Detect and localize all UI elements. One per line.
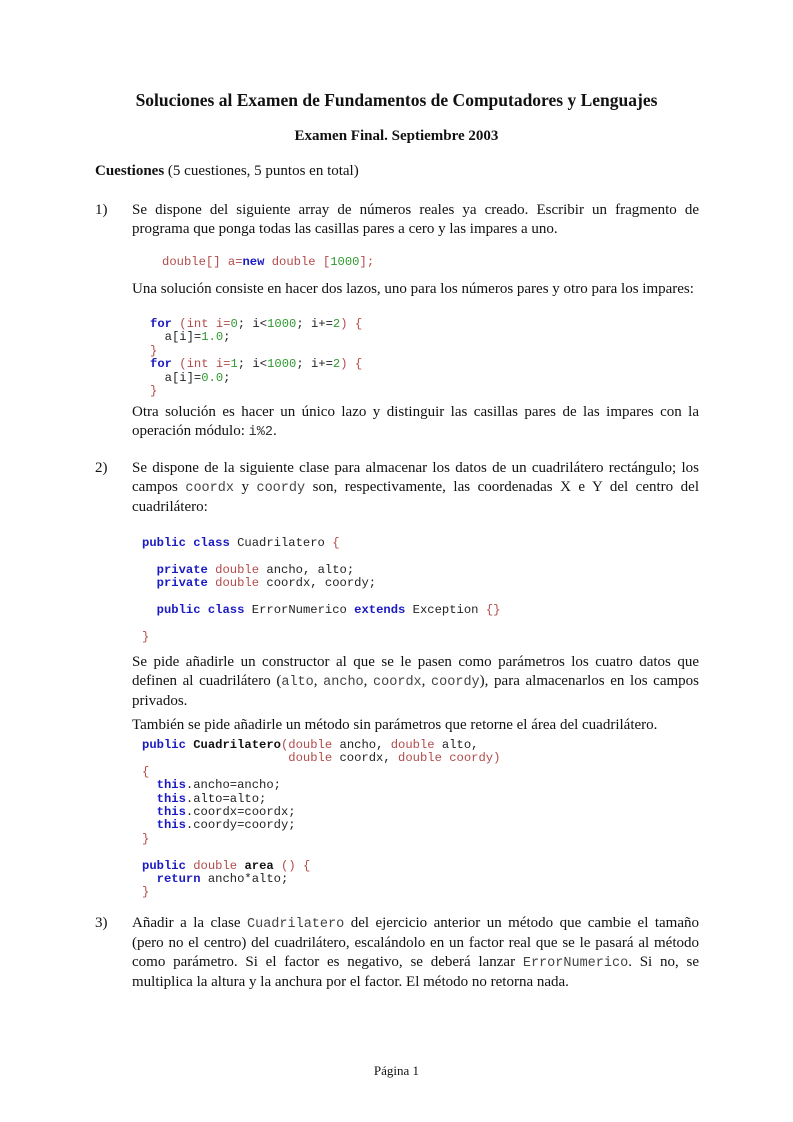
inline-code: Cuadrilatero — [247, 917, 345, 932]
code-token: .coordy=coordy; — [185, 818, 296, 833]
code-token: double[] a= — [162, 255, 243, 269]
code-token: } — [142, 629, 150, 644]
code-class-def — [142, 537, 500, 644]
code-token: a[i]= — [150, 330, 202, 345]
code-number: 2 — [332, 317, 341, 331]
code-token: { — [142, 764, 150, 779]
code-token: ; i+= — [296, 317, 333, 331]
question-sentence: del ejercicio anterior un método que cambie el tamaño (pero no el centro) del cuadrilátero, escalándolo en un factor real que se le pasará al método como parámetro. Si el factor es negativo, se deberá lanzar — [132, 915, 699, 970]
code-token: () { — [273, 858, 311, 873]
punctuation: . — [272, 423, 277, 439]
code-type: double — [215, 576, 260, 591]
code-type: double — [288, 751, 333, 766]
code-token: } — [142, 831, 150, 846]
punctuation: , — [363, 673, 374, 689]
code-keyword: this — [156, 791, 186, 806]
code-keyword: private — [156, 562, 208, 577]
code-keyword: this — [156, 805, 186, 820]
code-token: ; — [223, 370, 231, 385]
code-token: .alto=alto; — [185, 791, 267, 806]
code-keyword: public — [142, 738, 186, 752]
code-token: ]; — [359, 255, 375, 269]
code-keyword: public — [142, 858, 186, 873]
code-token: ; i< — [237, 357, 268, 372]
code-token: { — [332, 536, 340, 550]
code-token: Cuadrilatero — [229, 536, 333, 550]
code-keyword: public — [156, 603, 201, 618]
inline-code: coordx — [373, 675, 422, 690]
code-token: ; i< — [237, 317, 268, 331]
solution-sentence: Otra solución es hacer un único lazo y distinguir las casillas pares de las impares con la operación módulo: — [132, 404, 699, 439]
question-2-ask-area: También se pide añadirle un método sin parámetros que retorne el área del cuadrilátero. — [132, 717, 658, 733]
question-text — [132, 459, 699, 517]
code-token: ancho, alto; — [259, 562, 355, 577]
page-subtitle: Examen Final. Septiembre 2003 — [294, 128, 499, 144]
code-token: a[i]= — [150, 370, 202, 385]
question-text: Se dispone del siguiente array de números reales ya creado. Escribir un fragmento de programa que ponga todas las casillas pares a cero y las impares a uno. — [132, 202, 699, 237]
code-number: 1 — [230, 357, 238, 372]
code-keyword: for — [150, 357, 172, 372]
code-keyword: for — [150, 317, 172, 331]
code-type: double — [398, 751, 442, 766]
section-heading: Cuestiones — [95, 163, 165, 179]
question-number: 1) — [95, 202, 108, 218]
code-loop-even — [150, 318, 362, 398]
question-2-ask-ctor — [132, 653, 699, 711]
code-number: 2 — [332, 357, 341, 372]
code-type: double — [390, 738, 435, 752]
code-token: Exception — [405, 603, 486, 618]
code-constructor — [142, 739, 500, 900]
code-type: double — [215, 562, 260, 577]
code-keyword: private — [156, 576, 208, 591]
question-sentence: Se dispone de la siguiente clase para almacenar los datos de un cuadrilátero rectángulo; los campos — [132, 460, 699, 495]
section-intro — [95, 163, 359, 180]
code-type: (double — [280, 738, 333, 752]
code-keyword: class — [193, 536, 230, 550]
code-keyword: this — [156, 818, 186, 833]
code-token: ancho*alto; — [200, 872, 289, 887]
inline-code: coordx — [185, 481, 234, 496]
code-token: } — [150, 343, 158, 358]
code-token: ancho, — [332, 738, 391, 752]
question-text — [132, 914, 699, 992]
punctuation: , — [313, 673, 324, 689]
section-note: (5 cuestiones, 5 puntos en total) — [164, 163, 359, 179]
inline-code: ErrorNumerico — [522, 956, 629, 971]
code-keyword: class — [207, 603, 245, 618]
inline-code: coordy — [256, 481, 306, 496]
code-token: .coordx=coordx; — [185, 805, 296, 820]
code-keyword: extends — [354, 603, 406, 618]
code-keyword: this — [156, 778, 186, 793]
code-keyword: new — [242, 255, 265, 269]
code-token: ; — [223, 330, 231, 345]
question-sentence: ), para almacenarlos en los campos privados. — [132, 673, 700, 709]
question-sentence: son, respectivamente, las coordenadas X e Y del centro del cuadrilátero: — [132, 479, 699, 515]
code-token: (int i= — [171, 357, 231, 372]
code-token: ErrorNumerico — [244, 603, 355, 618]
code-token: coordx, coordy; — [259, 576, 377, 591]
code-number: 0.0 — [201, 370, 224, 385]
conjunction: y — [233, 479, 257, 495]
inline-code: coordy — [431, 675, 480, 690]
code-number: 0 — [230, 317, 238, 331]
code-number: 1000 — [267, 317, 297, 331]
code-number: 1000 — [330, 255, 360, 269]
code-token: } — [150, 384, 158, 399]
code-token: } — [142, 885, 150, 900]
code-array-decl — [162, 256, 374, 269]
page-title: Soluciones al Examen de Fundamentos de Computadores y Lenguajes — [135, 90, 658, 110]
inline-code: alto — [281, 675, 314, 690]
question-number: 2) — [95, 460, 108, 476]
question-number: 3) — [95, 915, 108, 931]
solution-text-1: Una solución consiste en hacer dos lazos, uno para los números pares y otro para los impares: — [132, 281, 694, 297]
page-number: Página 1 — [373, 1063, 420, 1078]
solution-text-2 — [132, 403, 699, 442]
code-token: ; i+= — [296, 357, 333, 372]
code-token: {} — [485, 603, 501, 618]
punctuation: , — [421, 673, 432, 689]
code-token: (int i= — [171, 317, 231, 331]
code-token: coordx, — [332, 751, 398, 766]
code-token: ) { — [340, 357, 363, 372]
code-method-name: Cuadrilatero — [193, 738, 281, 752]
question-2 — [95, 459, 699, 517]
question-3 — [95, 914, 699, 992]
question-sentence: Añadir a la clase — [132, 915, 247, 931]
code-token: coordy) — [441, 751, 501, 766]
code-token: .ancho=ancho; — [185, 778, 281, 793]
inline-code: ancho — [323, 675, 364, 690]
question-1 — [95, 201, 699, 239]
question-sentence: Se pide añadirle un constructor al que se le pasen como parámetros los cuatro datos que definen al cuadrilátero ( — [132, 654, 699, 689]
inline-code: i%2 — [248, 425, 273, 440]
code-type: double — [193, 858, 238, 873]
code-token: ) { — [340, 317, 363, 331]
code-number: 1.0 — [201, 330, 224, 345]
code-token: double [ — [264, 255, 331, 269]
code-keyword: public — [142, 536, 186, 550]
code-token: alto, — [434, 738, 479, 752]
question-sentence: . Si no, se multiplica la altura y la anchura por el factor. El método no retorna nada. — [132, 954, 699, 990]
code-method-name: area — [244, 858, 274, 873]
code-number: 1000 — [267, 357, 297, 372]
code-keyword: return — [156, 872, 201, 887]
